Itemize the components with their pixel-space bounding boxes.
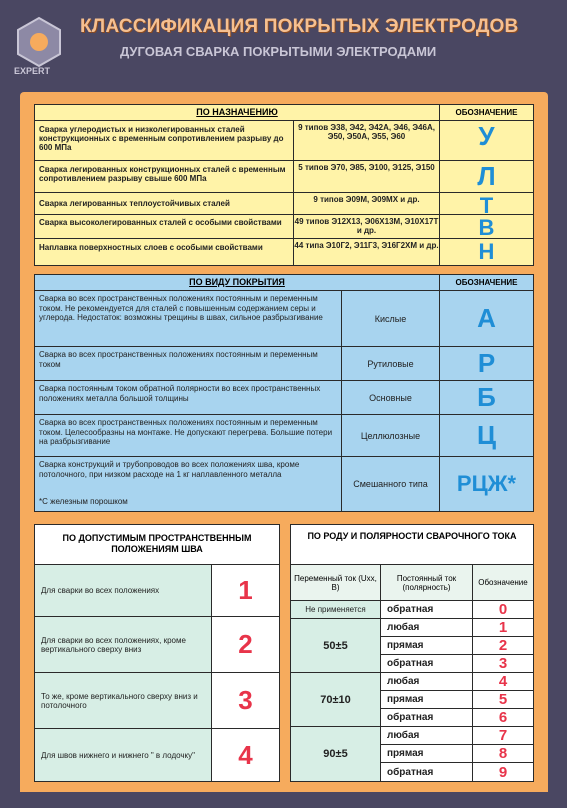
row-code: 2 <box>211 617 279 672</box>
row-description: Сварка во всех пространственных положениях постоянным и переменным током. Не рекомендуется для сталей с повышенным содержанием серы и углерода. Недостаток: возможны трещины в швах, сильное разбрызгивание <box>39 294 323 322</box>
row-types: 49 типов Э12Х13, Э06Х13М, Э10Х17Т и др. <box>293 215 440 238</box>
row-description: Сварка постоянным током обратной полярности во всех пространственных положениях металла большой толщины <box>39 384 321 403</box>
row-coating-kind: Рутиловые <box>341 347 440 380</box>
polarity-cell: обратная <box>381 709 473 727</box>
row-types: 44 типа Э10Г2, Э11Г3, Э16Г2ХМ и др. <box>293 239 440 265</box>
current-code-cell: 9 <box>498 763 508 781</box>
voltage-cell: 90±5 <box>291 727 381 781</box>
voltage-cell: 70±10 <box>291 673 381 727</box>
table-row <box>35 161 533 193</box>
current-code-cell: 5 <box>473 691 533 709</box>
voltage-cell: 50±5 <box>291 619 381 673</box>
table-row <box>35 215 533 239</box>
row-description: Сварка легированных теплоустойчивых сталей <box>39 199 230 208</box>
current-code-cell: 6 <box>473 709 533 727</box>
current-code-cell: 2 <box>473 637 533 655</box>
polarity-cell: любая <box>381 619 473 637</box>
polarity-cell: обратная <box>381 655 473 673</box>
row-types: 5 типов Э70, Э85, Э100, Э125, Э150 <box>293 161 440 192</box>
page-title: КЛАССИФИКАЦИЯ ПОКРЫТЫХ ЭЛЕКТРОДОВ <box>80 16 519 37</box>
page-subtitle: ДУГОВАЯ СВАРКА ПОКРЫТЫМИ ЭЛЕКТРОДАМИ <box>120 44 437 59</box>
row-code: А <box>477 303 496 333</box>
table-row <box>35 121 533 161</box>
row-code: 4 <box>211 729 279 781</box>
polarity-cell: любая <box>381 727 473 745</box>
position-table-header: ПО ДОПУСТИМЫМ ПРОСТРАНСТВЕННЫМ ПОЛОЖЕНИЯМ ШВА <box>35 525 279 565</box>
row-code: В <box>478 215 495 240</box>
row-description: Наплавка поверхностных слоев с особыми свойствами <box>39 243 263 252</box>
table-row <box>35 239 533 265</box>
row-code: Ц <box>477 420 496 450</box>
row-code: Т <box>479 193 494 218</box>
row-coating-kind: Основные <box>341 381 440 414</box>
polarity-cell: обратная <box>381 763 473 781</box>
table-row <box>35 457 533 511</box>
polarity-cell: обратная <box>381 601 473 619</box>
purpose-designation-header: ОБОЗНАЧЕНИЕ <box>440 105 533 121</box>
row-description: То же, кроме вертикального сверху вниз и потолочного <box>41 691 198 710</box>
coating-designation-header: ОБОЗНАЧЕНИЕ <box>440 275 533 291</box>
row-description: Сварка легированных конструкционных сталей с временным сопротивлением разрыву свыше 600 МПа <box>39 165 286 183</box>
col-header-voltage: Переменный ток (Uхх, В) <box>291 565 381 601</box>
col-header-code: Обозначение <box>473 565 533 601</box>
polarity-cell: прямая <box>381 691 473 709</box>
row-description: Для сварки во всех положениях, кроме вертикального сверху вниз <box>41 635 186 654</box>
coating-table-header: ПО ВИДУ ПОКРЫТИЯ <box>35 275 440 291</box>
current-code-cell: 1 <box>473 619 533 637</box>
current-code-cell: 3 <box>473 655 533 673</box>
row-types: 9 типов Э38, Э42, Э42А, Э46, Э46А, Э50, Э50А, Э55, Э60 <box>293 121 440 160</box>
row-code: Р <box>477 348 496 378</box>
row-code: 1 <box>211 565 279 616</box>
table-row <box>35 381 533 415</box>
row-description: Сварка во всех пространственных положениях постоянным и переменным током. Целесообразны на монтаже. Не допускают перегрева. Большие потери на разбрызгивание <box>39 418 333 446</box>
table-row <box>35 415 533 457</box>
table-row <box>35 193 533 218</box>
row-code: У <box>478 121 495 151</box>
current-code-cell: 0 <box>473 601 533 619</box>
polarity-cell: любая <box>381 673 473 691</box>
row-coating-kind: Смешанного типа <box>341 457 440 511</box>
col-header-polarity: Постоянный ток (полярность) <box>381 565 473 601</box>
row-description: Сварка углеродистых и низколегированных сталей конструкционных с временным сопротивлением разрыву до 600 МПа <box>39 125 284 152</box>
row-description: Сварка во всех пространственных положениях постоянным и переменным током <box>39 350 318 369</box>
row-code: Б <box>477 382 496 412</box>
row-description: Сварка высоколегированных сталей с особыми свойствами <box>39 218 282 227</box>
purpose-table-header: ПО НАЗНАЧЕНИЮ <box>35 105 440 121</box>
table-row <box>35 673 279 729</box>
row-code: 3 <box>211 673 279 728</box>
coating-table <box>34 274 534 512</box>
row-coating-kind: Целлюлозные <box>341 415 440 456</box>
purpose-table <box>34 104 534 266</box>
row-description: Для швов нижнего и нижнего " в лодочку" <box>41 750 195 760</box>
current-table-header: ПО РОДУ И ПОЛЯРНОСТИ СВАРОЧНОГО ТОКА <box>291 525 533 565</box>
row-description: Сварка конструкций и трубопроводов во всех положениях шва, кроме потолочного, при низком расходе на 1 кг наплавленного металла <box>39 460 300 479</box>
table-row <box>35 347 533 381</box>
table-row <box>35 291 533 347</box>
current-code-cell: 8 <box>473 745 533 763</box>
row-coating-kind: Кислые <box>341 291 440 346</box>
bottom-section <box>20 514 548 792</box>
table-row <box>35 617 279 673</box>
current-code-cell: 4 <box>473 673 533 691</box>
coating-footnote: *С железным порошком <box>39 497 128 506</box>
row-code: РЦЖ* <box>456 471 517 496</box>
table-row <box>35 565 279 617</box>
logo-text: EXPERT <box>14 66 51 76</box>
header <box>0 0 567 90</box>
row-types: 9 типов Э09М, Э09МХ и др. <box>293 193 440 214</box>
polarity-cell: прямая <box>381 745 473 763</box>
current-code-cell: 7 <box>473 727 533 745</box>
row-code: Н <box>478 239 495 264</box>
row-description: Для сварки во всех положениях <box>41 586 160 595</box>
position-table <box>34 524 280 782</box>
polarity-cell: прямая <box>381 637 473 655</box>
row-code: Л <box>477 161 496 191</box>
main-panel <box>20 92 548 792</box>
voltage-cell: Не применяется <box>291 601 381 619</box>
current-table <box>290 524 534 782</box>
table-row <box>35 729 279 781</box>
